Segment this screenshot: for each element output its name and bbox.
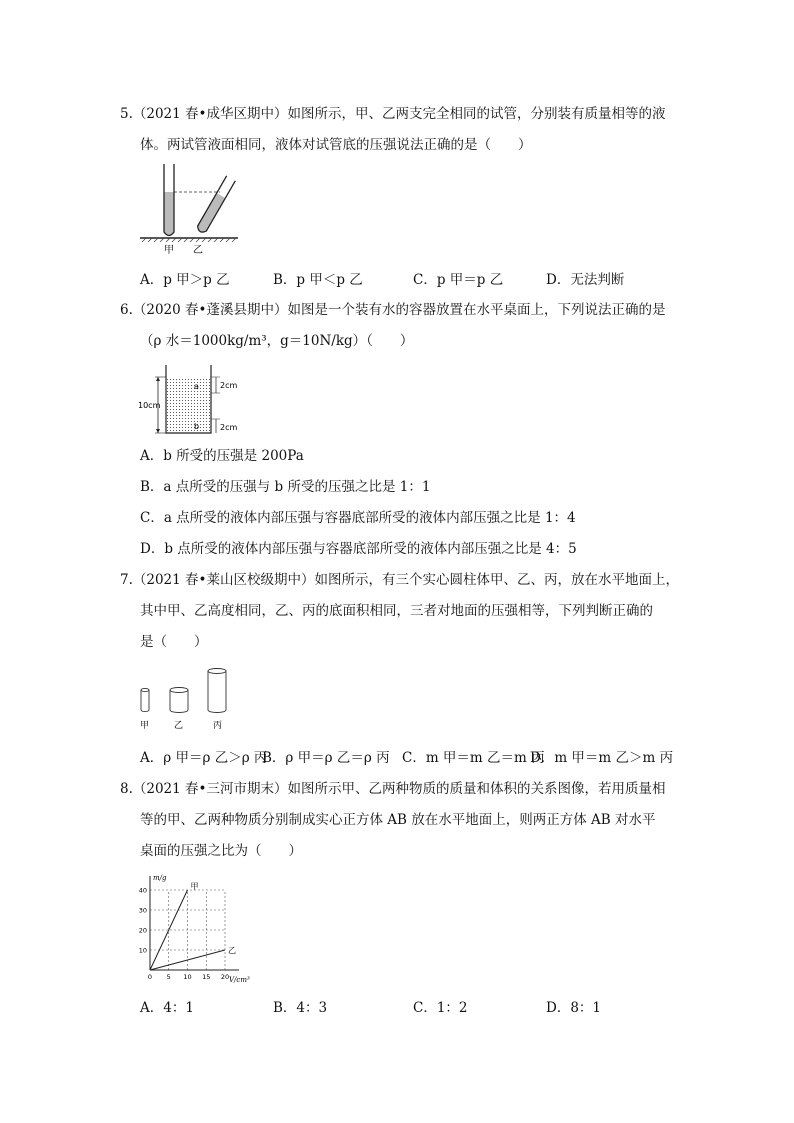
q7-option-c: C．m 甲＝m 乙＝m 丙 [402,750,545,766]
q5-line1: 5.（2021 春•成华区期中）如图所示，甲、乙两支完全相同的试管，分别装有质量相等的液 [120,106,666,122]
x-tick-label: 5 [166,973,171,981]
q6-line2: （ρ 水＝1000kg/m³，g＝10N/kg）（ ） [140,333,414,349]
x-tick-label: 0 [147,973,153,981]
q6-figure-container [136,360,246,438]
q6-label-bottom-2cm: 2cm [220,423,238,432]
q5-option-a: A．p 甲＞p 乙 [140,272,230,288]
x-axis-label: V/cm³ [229,976,250,984]
y-tick-label: 30 [138,906,147,915]
y-tick-label: 40 [138,886,147,895]
q7-line2: 其中甲、乙高度相同，乙、丙的底面积相同，三者对地面的压强相等，下列判断正确的 [140,603,653,619]
q5-option-d: D．无法判断 [546,272,625,288]
q7-option-d: D．m 甲＝m 乙＞m 丙 [530,750,674,766]
q8-line1: 8.（2021 春•三河市期末）如图所示甲、乙两种物质的质量和体积的关系图像，若用质量相 [120,781,666,797]
q6-option-d: D．b 点所受的液体内部压强与容器底部所受的液体内部压强之比是 4：5 [140,541,577,557]
q6-line1: 6.（2020 春•蓬溪县期中）如图是一个装有水的容器放置在水平桌面上，下列说法正确的是 [120,302,666,318]
q6-label-b: b [194,422,200,431]
q5-option-b: B．p 甲＜p 乙 [273,272,363,288]
q6-option-a: A．b 所受的压强是 200Pa [140,448,304,464]
q7-option-b: B．ρ 甲＝ρ 乙＝ρ 丙 [262,750,390,766]
q6-label-top-2cm: 2cm [220,381,238,390]
series-label-jia: 甲 [190,882,199,891]
q7-label-yi: 乙 [174,721,184,731]
q5-label-jia: 甲 [164,245,174,256]
q6-option-b: B．a 点所受的压强与 b 所受的压强之比是 1：1 [140,479,431,495]
x-tick-label: 20 [220,973,230,981]
y-axis-label: m/g [153,874,167,882]
q5-figure-test-tubes [138,162,248,257]
x-tick-label: 15 [202,973,211,981]
q7-option-a: A．ρ 甲＝ρ 乙＞ρ 丙 [140,750,268,766]
q8-option-a: A．4：1 [140,1000,194,1016]
y-tick-label: 10 [138,946,147,955]
q8-line2: 等的甲、乙两种物质分别制成实心正方体 AB 放在水平地面上，则两正方体 AB 对水平 [140,812,656,828]
x-tick-label: 10 [183,973,192,981]
q6-label-a: a [194,382,199,391]
q5-label-yi: 乙 [193,245,203,256]
q8-line3: 桌面的压强之比为（ ） [140,843,302,859]
q5-line2: 体。两试管液面相同，液体对试管底的压强说法正确的是（ ） [140,137,532,153]
q7-line1: 7.（2021 春•莱山区校级期中）如图所示，有三个实心圆柱体甲、乙、丙，放在水平地面上， [120,572,679,588]
q8-option-c: C．1：2 [413,1000,468,1016]
q7-label-bing: 丙 [213,721,223,731]
q6-label-10cm: 10cm [138,401,161,410]
q8-mass-volume-chart [136,870,266,985]
q7-label-jia: 甲 [140,721,150,731]
q7-figure-cylinders [136,662,246,734]
q7-line3: 是（ ） [140,634,208,650]
q5-option-c: C．p 甲＝p 乙 [413,272,504,288]
series-label-yi: 乙 [228,946,236,955]
q8-option-d: D．8：1 [546,1000,602,1016]
q8-option-b: B．4：3 [273,1000,328,1016]
y-tick-label: 20 [138,926,147,935]
q6-option-c: C．a 点所受的液体内部压强与容器底部所受的液体内部压强之比是 1：4 [140,510,576,526]
